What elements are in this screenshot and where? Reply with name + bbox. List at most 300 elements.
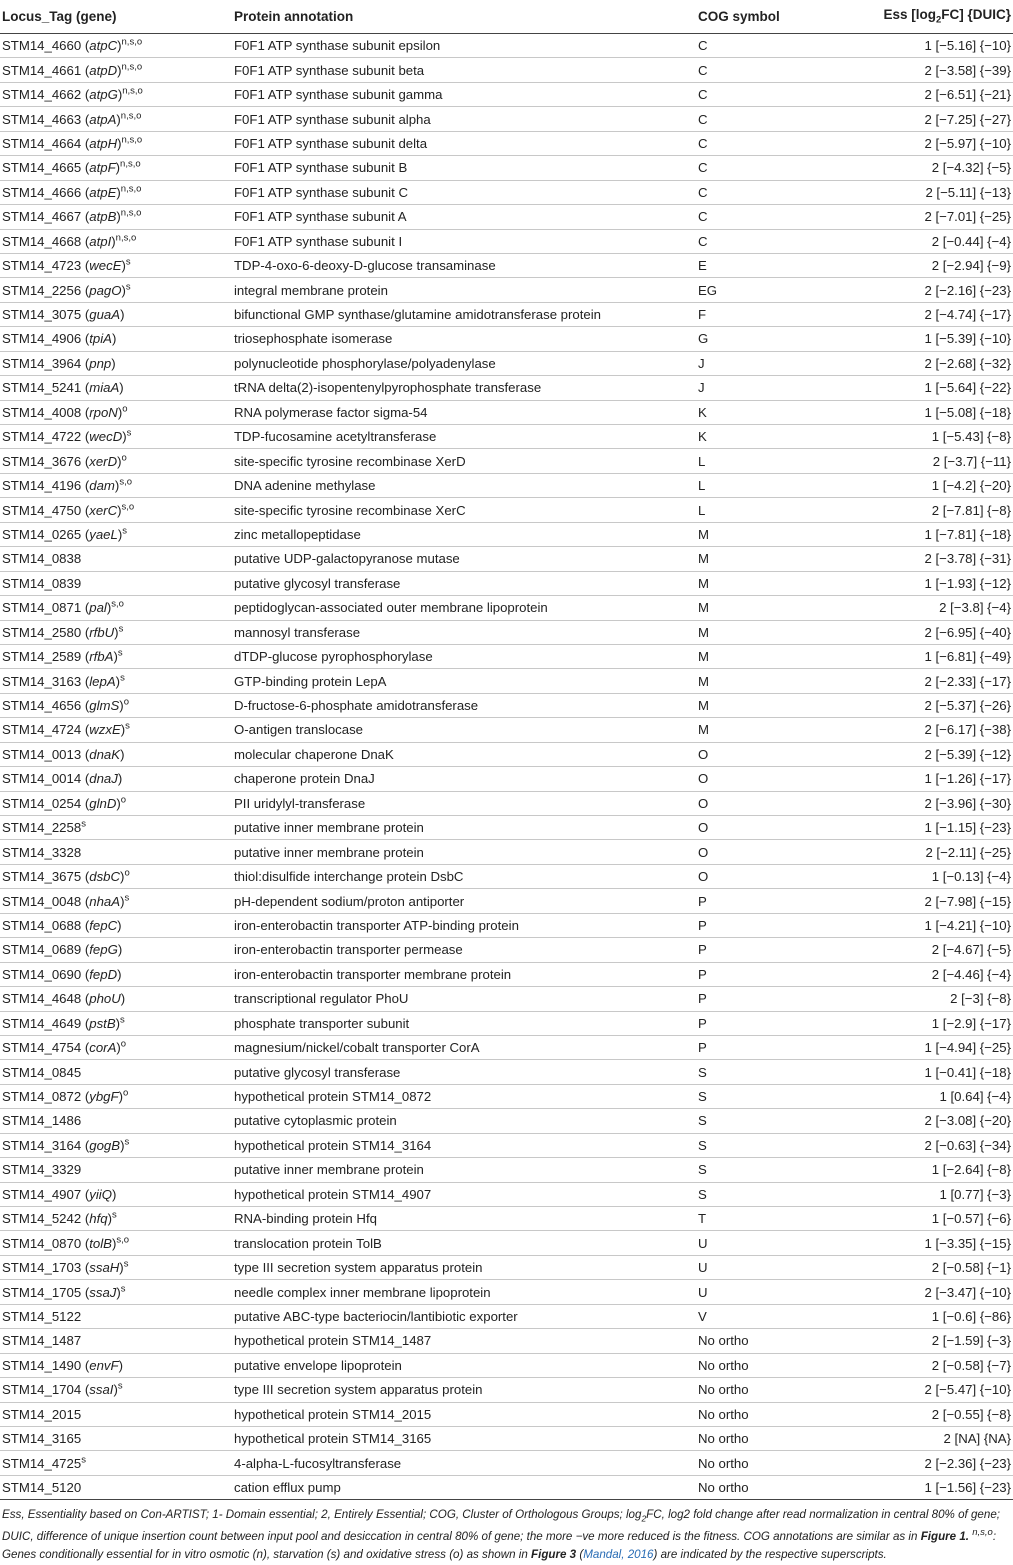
locus-cell: STM14_4722 (wecD)$^s$ — [0, 425, 232, 449]
locus-cell: STM14_3329 — [0, 1158, 232, 1182]
locus-cell: STM14_0845 — [0, 1060, 232, 1084]
locus-cell: STM14_0254 $(glnD)^o$ — [0, 791, 232, 815]
ess-cell: 1 [−0.13] {−4} — [848, 864, 1013, 888]
table-row — [0, 1280, 1013, 1304]
locus-cell: STM14_4724 (wzxE)$^s$ — [0, 718, 232, 742]
cog-cell: M — [696, 547, 848, 571]
ess-cell: 1 [0.77] {−3} — [848, 1182, 1013, 1206]
protein-cell: pH-dependent sodium/proton antiporter — [232, 889, 696, 913]
cog-cell: C — [696, 82, 848, 106]
locus-cell: STM14_3163 (lepA)$^s$ — [0, 669, 232, 693]
locus-cell: STM14_0838 — [0, 547, 232, 571]
locus-cell: STM14_0265 (yaeL)$^s$ — [0, 522, 232, 546]
cog-cell: P — [696, 938, 848, 962]
ess-cell: 2 [−3.58] {−39} — [848, 58, 1013, 82]
protein-cell: cation efflux pump — [232, 1475, 696, 1499]
cog-cell: M — [696, 718, 848, 742]
protein-cell: integral membrane protein — [232, 278, 696, 302]
locus-cell: STM14_3164 (gogB)$^s$ — [0, 1133, 232, 1157]
locus-cell: STM14_5122 — [0, 1304, 232, 1328]
cog-cell: T — [696, 1207, 848, 1231]
cog-cell: O — [696, 816, 848, 840]
ess-cell: 2 [−4.32] {−5} — [848, 156, 1013, 180]
protein-cell: F0F1 ATP synthase subunit B — [232, 156, 696, 180]
ess-cell: 2 [−5.37] {−26} — [848, 693, 1013, 717]
protein-cell: molecular chaperone DnaK — [232, 742, 696, 766]
ess-cell: 1 [−5.08] {−18} — [848, 400, 1013, 424]
ess-cell: 2 [NA] {NA} — [848, 1426, 1013, 1450]
cog-cell: S — [696, 1109, 848, 1133]
table-row — [0, 34, 1013, 58]
table-row — [0, 1353, 1013, 1377]
locus-cell: STM14_4660 (atpC)$^{n,s,o}$ — [0, 34, 232, 58]
ess-cell: 2 [−7.98] {−15} — [848, 889, 1013, 913]
cog-cell: O — [696, 840, 848, 864]
locus-cell: STM14_2256 (pagO)$^s$ — [0, 278, 232, 302]
cog-cell: S — [696, 1060, 848, 1084]
cog-cell: K — [696, 400, 848, 424]
cog-cell: J — [696, 351, 848, 375]
cog-cell: C — [696, 131, 848, 155]
protein-cell: site-specific tyrosine recombinase XerC — [232, 498, 696, 522]
cog-cell: C — [696, 156, 848, 180]
protein-cell: iron-enterobactin transporter permease — [232, 938, 696, 962]
cog-cell: S — [696, 1158, 848, 1182]
ess-cell: 2 [−2.36] {−23} — [848, 1451, 1013, 1475]
ess-cell: 1 [−5.64] {−22} — [848, 376, 1013, 400]
header-ess: Ess $[\log_2FC]$ {DUIC} — [848, 0, 1013, 34]
ess-cell: 1 [−4.21] {−10} — [848, 913, 1013, 937]
table-row — [0, 351, 1013, 375]
locus-cell: STM14_1704 (ssaI)$^s$ — [0, 1378, 232, 1402]
cog-cell: C — [696, 229, 848, 253]
ess-cell: 2 [−3.47] {−10} — [848, 1280, 1013, 1304]
table-row — [0, 938, 1013, 962]
protein-cell: F0F1 ATP synthase subunit A — [232, 205, 696, 229]
protein-cell: F0F1 ATP synthase subunit C — [232, 180, 696, 204]
locus-cell: STM14_3676 (xerD)$^o$ — [0, 449, 232, 473]
protein-cell: mannosyl transferase — [232, 620, 696, 644]
protein-cell: phosphate transporter subunit — [232, 1011, 696, 1035]
table-row — [0, 1207, 1013, 1231]
ess-cell: 2 [−0.44] {−4} — [848, 229, 1013, 253]
table-row — [0, 1060, 1013, 1084]
ess-cell: 2 [−4.46] {−4} — [848, 962, 1013, 986]
table-row — [0, 425, 1013, 449]
protein-cell: hypothetical protein STM14_3165 — [232, 1426, 696, 1450]
locus-cell: STM14_0688 (fepC) — [0, 913, 232, 937]
cog-cell: M — [696, 522, 848, 546]
protein-cell: iron-enterobactin transporter ATP-binding protein — [232, 913, 696, 937]
ess-cell: 1 [−7.81] {−18} — [848, 522, 1013, 546]
ess-cell: 2 [−5.39] {−12} — [848, 742, 1013, 766]
ess-cell: 1 [−1.26] {−17} — [848, 767, 1013, 791]
ess-cell: 1 [−0.6] {−86} — [848, 1304, 1013, 1328]
protein-cell: F0F1 ATP synthase subunit I — [232, 229, 696, 253]
ess-cell: 2 [−3.08] {−20} — [848, 1109, 1013, 1133]
locus-cell: STM14_3675 (dsbC)$^o$ — [0, 864, 232, 888]
locus-cell: STM14_2589 (rfbA)$^s$ — [0, 644, 232, 668]
ess-cell: 1 [−2.9] {−17} — [848, 1011, 1013, 1035]
protein-cell: GTP-binding protein LepA — [232, 669, 696, 693]
table-row — [0, 987, 1013, 1011]
protein-cell: dTDP-glucose pyrophosphorylase — [232, 644, 696, 668]
table-row — [0, 693, 1013, 717]
cog-cell: M — [696, 644, 848, 668]
table-row — [0, 1084, 1013, 1108]
locus-cell: STM14_3075 (guaA) — [0, 302, 232, 326]
cog-cell: O — [696, 742, 848, 766]
table-row — [0, 205, 1013, 229]
protein-cell: F0F1 ATP synthase subunit delta — [232, 131, 696, 155]
cog-cell: L — [696, 498, 848, 522]
locus-cell: STM14_1705 (ssaJ)$^s$ — [0, 1280, 232, 1304]
ess-cell: 2 [−3.7] {−11} — [848, 449, 1013, 473]
protein-cell: putative glycosyl transferase — [232, 1060, 696, 1084]
cog-cell: U — [696, 1255, 848, 1279]
locus-cell: STM14_1487 — [0, 1329, 232, 1353]
ess-cell: 1 [−3.35] {−15} — [848, 1231, 1013, 1255]
locus-cell: STM14_0839 — [0, 571, 232, 595]
ess-cell: 2 [−6.51] {−21} — [848, 82, 1013, 106]
table-footnote: Ess, Essentiality based on Con-ARTIST; 1- Domain essential; 2, Entirely Essential; COG, Cluster of Orthologous Groups; $\log_2FC$, log2 fold change after read normalization in central 80% of gene; DUIC, difference of unique insertion count between input pool and desiccation in central 80% of gene; the more −ve more reduced is the fitness. COG annotations are similar as in Figure 1. $^{n,s,o}$: Genes conditionally essential for in vitro osmotic (n), starvation (s) and oxidative stress (o) as shown in Figure 3 (Mandal, 2016) are indicated by the respective superscripts. — [2, 1508, 1000, 1562]
locus-cell: STM14_0870 (tolB)$^{s,o}$ — [0, 1231, 232, 1255]
locus-cell: STM14_4648 (phoU) — [0, 987, 232, 1011]
protein-cell: PII uridylyl-transferase — [232, 791, 696, 815]
protein-cell: zinc metallopeptidase — [232, 522, 696, 546]
cog-cell: C — [696, 58, 848, 82]
ess-cell: 2 [−2.33] {−17} — [848, 669, 1013, 693]
table-row — [0, 1426, 1013, 1450]
ess-cell: 2 [−2.94] {−9} — [848, 253, 1013, 277]
table-row — [0, 913, 1013, 937]
ess-cell: 2 [−7.81] {−8} — [848, 498, 1013, 522]
protein-cell: transcriptional regulator PhoU — [232, 987, 696, 1011]
table-row — [0, 1451, 1013, 1475]
protein-cell: D-fructose-6-phosphate amidotransferase — [232, 693, 696, 717]
cog-cell: M — [696, 620, 848, 644]
ess-cell: 2 [−3.96] {−30} — [848, 791, 1013, 815]
table-row — [0, 1182, 1013, 1206]
locus-cell: STM14_4907 (yiiQ) — [0, 1182, 232, 1206]
table-row — [0, 498, 1013, 522]
cog-cell: L — [696, 449, 848, 473]
locus-cell: STM14_3964 (pnp) — [0, 351, 232, 375]
ess-cell: 1 [−0.41] {−18} — [848, 1060, 1013, 1084]
protein-cell: putative inner membrane protein — [232, 816, 696, 840]
cog-cell: P — [696, 962, 848, 986]
ess-cell: 1 [−1.15] {−23} — [848, 816, 1013, 840]
ess-cell: 2 [−0.58] {−1} — [848, 1255, 1013, 1279]
table-row — [0, 1158, 1013, 1182]
protein-cell: F0F1 ATP synthase subunit gamma — [232, 82, 696, 106]
header-protein: Protein annotation — [232, 0, 696, 34]
cog-cell: P — [696, 913, 848, 937]
cog-cell: No ortho — [696, 1475, 848, 1499]
table-row — [0, 253, 1013, 277]
reference-link[interactable]: Mandal, 2016 — [583, 1548, 654, 1562]
protein-cell: putative envelope lipoprotein — [232, 1353, 696, 1377]
locus-cell: STM14_4723 (wecE)$^s$ — [0, 253, 232, 277]
cog-cell: K — [696, 425, 848, 449]
table-body — [0, 34, 1013, 1500]
protein-cell: RNA polymerase factor sigma-54 — [232, 400, 696, 424]
table-row — [0, 1304, 1013, 1328]
table-row — [0, 1133, 1013, 1157]
ess-cell: 1 [−6.81] {−49} — [848, 644, 1013, 668]
header-locus: Locus_Tag (gene) — [0, 0, 232, 34]
cog-cell: M — [696, 693, 848, 717]
locus-cell: STM14_0048 (nhaA)$^s$ — [0, 889, 232, 913]
table-row — [0, 58, 1013, 82]
protein-cell: bifunctional GMP synthase/glutamine amidotransferase protein — [232, 302, 696, 326]
locus-cell: STM14_4649 (pstB)$^s$ — [0, 1011, 232, 1035]
table-row — [0, 449, 1013, 473]
table-header — [0, 0, 1013, 34]
table-row — [0, 889, 1013, 913]
table-row — [0, 962, 1013, 986]
locus-cell: STM14_1486 — [0, 1109, 232, 1133]
table-row — [0, 1329, 1013, 1353]
locus-cell: STM14_2015 — [0, 1402, 232, 1426]
ess-cell: 2 [−0.55] {−8} — [848, 1402, 1013, 1426]
table-row — [0, 791, 1013, 815]
table-row — [0, 1035, 1013, 1059]
table-row — [0, 327, 1013, 351]
table-row — [0, 1475, 1013, 1499]
table-row — [0, 376, 1013, 400]
locus-cell: STM14_0689 (fepG) — [0, 938, 232, 962]
table-row — [0, 156, 1013, 180]
cog-cell: M — [696, 669, 848, 693]
table-row — [0, 1402, 1013, 1426]
protein-cell: putative UDP-galactopyranose mutase — [232, 547, 696, 571]
ess-cell: 2 [−5.11] {−13} — [848, 180, 1013, 204]
ess-cell: 2 [−6.95] {−40} — [848, 620, 1013, 644]
table-row — [0, 400, 1013, 424]
table-row — [0, 816, 1013, 840]
ess-cell: 1 [0.64] {−4} — [848, 1084, 1013, 1108]
cog-cell: V — [696, 1304, 848, 1328]
protein-cell: chaperone protein DnaJ — [232, 767, 696, 791]
locus-cell: STM14_4008 (rpoN)$^o$ — [0, 400, 232, 424]
table-row — [0, 571, 1013, 595]
ess-cell: 2 [−4.67] {−5} — [848, 938, 1013, 962]
cog-cell: P — [696, 987, 848, 1011]
locus-cell: STM14_5241 (miaA) — [0, 376, 232, 400]
cog-cell: P — [696, 1011, 848, 1035]
protein-cell: needle complex inner membrane lipoprotein — [232, 1280, 696, 1304]
cog-cell: C — [696, 34, 848, 58]
protein-cell: hypothetical protein STM14_4907 — [232, 1182, 696, 1206]
locus-cell: STM14_5120 — [0, 1475, 232, 1499]
locus-cell: STM14_4664 (atpH)$^{n,s,o}$ — [0, 131, 232, 155]
ess-cell: 1 [−4.2] {−20} — [848, 473, 1013, 497]
cog-cell: No ortho — [696, 1426, 848, 1450]
locus-cell: STM14_0872 (ybgF)$^o$ — [0, 1084, 232, 1108]
protein-cell: tRNA delta(2)-isopentenylpyrophosphate transferase — [232, 376, 696, 400]
protein-cell: F0F1 ATP synthase subunit epsilon — [232, 34, 696, 58]
table-row — [0, 718, 1013, 742]
cog-cell: S — [696, 1182, 848, 1206]
cog-cell: J — [696, 376, 848, 400]
locus-cell: STM14_4754 (corA)$^o$ — [0, 1035, 232, 1059]
protein-cell: magnesium/nickel/cobalt transporter CorA — [232, 1035, 696, 1059]
cog-cell: F — [696, 302, 848, 326]
protein-cell: O-antigen translocase — [232, 718, 696, 742]
cog-cell: P — [696, 889, 848, 913]
locus-cell: STM14_2258$^s$ — [0, 816, 232, 840]
ess-cell: 1 [−5.43] {−8} — [848, 425, 1013, 449]
cog-cell: C — [696, 107, 848, 131]
locus-cell: STM14_0690 (fepD) — [0, 962, 232, 986]
ess-cell: 1 [−5.16] {−10} — [848, 34, 1013, 58]
header-cog: COG symbol — [696, 0, 848, 34]
protein-cell: type III secretion system apparatus protein — [232, 1378, 696, 1402]
table-row — [0, 620, 1013, 644]
cog-cell: O — [696, 791, 848, 815]
cog-cell: O — [696, 864, 848, 888]
ess-cell: 2 [−3.8] {−4} — [848, 596, 1013, 620]
protein-cell: iron-enterobactin transporter membrane protein — [232, 962, 696, 986]
locus-cell: STM14_5242 (hfq)$^s$ — [0, 1207, 232, 1231]
ess-cell: 1 [−1.56] {−23} — [848, 1475, 1013, 1499]
locus-cell: STM14_4906 (tpiA) — [0, 327, 232, 351]
protein-cell: TDP-4-oxo-6-deoxy-D-glucose transaminase — [232, 253, 696, 277]
protein-cell: putative glycosyl transferase — [232, 571, 696, 595]
table-row — [0, 522, 1013, 546]
cog-cell: E — [696, 253, 848, 277]
locus-cell: STM14_4196 (dam)$^{s,o}$ — [0, 473, 232, 497]
ess-cell: 1 [−0.57] {−6} — [848, 1207, 1013, 1231]
table-row — [0, 1109, 1013, 1133]
protein-cell: putative ABC-type bacteriocin/lantibiotic exporter — [232, 1304, 696, 1328]
protein-cell: peptidoglycan-associated outer membrane lipoprotein — [232, 596, 696, 620]
protein-cell: hypothetical protein STM14_2015 — [232, 1402, 696, 1426]
table-row — [0, 180, 1013, 204]
ess-cell: 2 [−7.01] {−25} — [848, 205, 1013, 229]
locus-cell: STM14_1490 (envF) — [0, 1353, 232, 1377]
protein-cell: thiol:disulfide interchange protein DsbC — [232, 864, 696, 888]
locus-cell: STM14_4661 (atpD)$^{n,s,o}$ — [0, 58, 232, 82]
protein-cell: polynucleotide phosphorylase/polyadenylase — [232, 351, 696, 375]
protein-cell: site-specific tyrosine recombinase XerD — [232, 449, 696, 473]
locus-cell: STM14_2580 (rfbU)$^s$ — [0, 620, 232, 644]
locus-cell: STM14_3165 — [0, 1426, 232, 1450]
cog-cell: M — [696, 596, 848, 620]
cog-cell: P — [696, 1035, 848, 1059]
ess-cell: 1 [−2.64] {−8} — [848, 1158, 1013, 1182]
table-row — [0, 864, 1013, 888]
table-row — [0, 473, 1013, 497]
table-row — [0, 82, 1013, 106]
ess-cell: 2 [−1.59] {−3} — [848, 1329, 1013, 1353]
protein-cell: translocation protein TolB — [232, 1231, 696, 1255]
cog-cell: M — [696, 571, 848, 595]
table-row — [0, 302, 1013, 326]
cog-cell: No ortho — [696, 1451, 848, 1475]
locus-cell: STM14_0014 (dnaJ) — [0, 767, 232, 791]
ess-cell: 1 [−1.93] {−12} — [848, 571, 1013, 595]
table-row — [0, 547, 1013, 571]
locus-cell: STM14_4725$^s$ — [0, 1451, 232, 1475]
cog-cell: No ortho — [696, 1378, 848, 1402]
table-row — [0, 767, 1013, 791]
ess-cell: 2 [−0.58] {−7} — [848, 1353, 1013, 1377]
table-row — [0, 131, 1013, 155]
protein-cell: putative inner membrane protein — [232, 840, 696, 864]
locus-cell: STM14_4750 (xerC)$^{s,o}$ — [0, 498, 232, 522]
cog-cell: No ortho — [696, 1353, 848, 1377]
cog-cell: O — [696, 767, 848, 791]
protein-cell: RNA-binding protein Hfq — [232, 1207, 696, 1231]
ess-cell: 2 [−2.68] {−32} — [848, 351, 1013, 375]
table-row — [0, 669, 1013, 693]
protein-cell: hypothetical protein STM14_1487 — [232, 1329, 696, 1353]
locus-cell: STM14_4663 (atpA)$^{n,s,o}$ — [0, 107, 232, 131]
ess-cell: 2 [−0.63] {−34} — [848, 1133, 1013, 1157]
protein-cell: DNA adenine methylase — [232, 473, 696, 497]
cog-cell: S — [696, 1084, 848, 1108]
protein-cell: 4-alpha-L-fucosyltransferase — [232, 1451, 696, 1475]
table-row — [0, 107, 1013, 131]
locus-cell: STM14_3328 — [0, 840, 232, 864]
cog-cell: U — [696, 1280, 848, 1304]
ess-cell: 2 [−3] {−8} — [848, 987, 1013, 1011]
cog-cell: C — [696, 180, 848, 204]
protein-cell: F0F1 ATP synthase subunit beta — [232, 58, 696, 82]
table-row — [0, 742, 1013, 766]
protein-cell: F0F1 ATP synthase subunit alpha — [232, 107, 696, 131]
ess-cell: 2 [−3.78] {−31} — [848, 547, 1013, 571]
ess-cell: 2 [−5.47] {−10} — [848, 1378, 1013, 1402]
ess-cell: 2 [−2.11] {−25} — [848, 840, 1013, 864]
locus-cell: STM14_4666 (atpE)$^{n,s,o}$ — [0, 180, 232, 204]
table-row — [0, 1255, 1013, 1279]
cog-cell: L — [696, 473, 848, 497]
protein-cell: triosephosphate isomerase — [232, 327, 696, 351]
locus-cell: STM14_4665 (atpF)$^{n,s,o}$ — [0, 156, 232, 180]
protein-cell: TDP-fucosamine acetyltransferase — [232, 425, 696, 449]
locus-cell: STM14_0013 (dnaK) — [0, 742, 232, 766]
table-row — [0, 278, 1013, 302]
locus-cell: STM14_4667 (atpB)$^{n,s,o}$ — [0, 205, 232, 229]
ess-cell: 2 [−2.16] {−23} — [848, 278, 1013, 302]
cog-cell: C — [696, 205, 848, 229]
table-row — [0, 596, 1013, 620]
ess-cell: 2 [−7.25] {−27} — [848, 107, 1013, 131]
locus-cell: STM14_4656 (glmS)$^o$ — [0, 693, 232, 717]
table-row — [0, 644, 1013, 668]
protein-cell: putative inner membrane protein — [232, 1158, 696, 1182]
cog-cell: U — [696, 1231, 848, 1255]
locus-cell: STM14_1703 (ssaH)$^s$ — [0, 1255, 232, 1279]
table-row — [0, 1231, 1013, 1255]
locus-cell: STM14_4662 (atpG)$^{n,s,o}$ — [0, 82, 232, 106]
ess-cell: 2 [−5.97] {−10} — [848, 131, 1013, 155]
ess-cell: 1 [−4.94] {−25} — [848, 1035, 1013, 1059]
ess-cell: 1 [−5.39] {−10} — [848, 327, 1013, 351]
cog-cell: S — [696, 1133, 848, 1157]
cog-cell: No ortho — [696, 1402, 848, 1426]
ess-cell: 2 [−6.17] {−38} — [848, 718, 1013, 742]
cog-cell: No ortho — [696, 1329, 848, 1353]
table-row — [0, 229, 1013, 253]
ess-cell: 2 [−4.74] {−17} — [848, 302, 1013, 326]
locus-cell: STM14_0871 (pal)$^{s,o}$ — [0, 596, 232, 620]
protein-cell: putative cytoplasmic protein — [232, 1109, 696, 1133]
locus-cell: STM14_4668 (atpI)$^{n,s,o}$ — [0, 229, 232, 253]
